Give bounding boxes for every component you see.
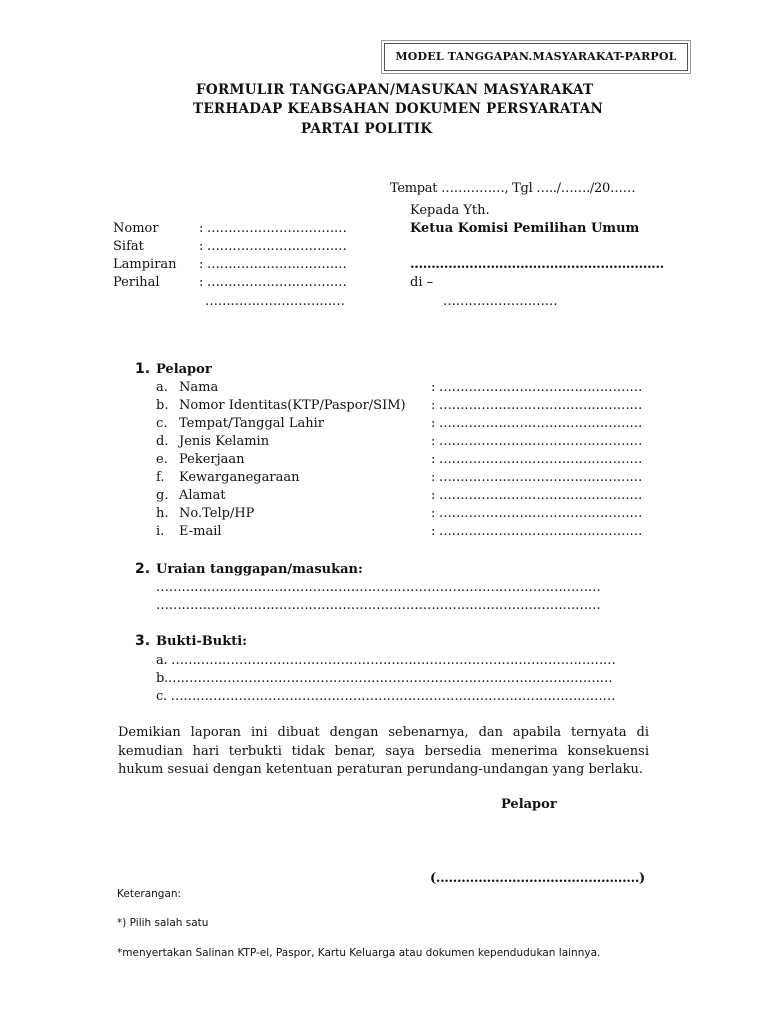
item-letter: b. <box>156 398 169 413</box>
item-label-jenis-kelamin: Jenis Kelamin <box>179 434 270 449</box>
item-letter: a. <box>156 380 168 395</box>
item-letter: d. <box>156 434 169 449</box>
title-line-1: FORMULIR TANGGAPAN/MASUKAN MASYARAKAT <box>196 82 594 98</box>
item-value-nama: : ………………………………………… <box>431 380 643 395</box>
notes-heading: Keterangan: <box>117 888 182 900</box>
section-2-title: Uraian tanggapan/masukan: <box>156 562 363 577</box>
item-value-pekerjaan: : ………………………………………… <box>431 452 643 467</box>
field-perihal-extra: …………………………… <box>205 294 345 309</box>
field-value-lampiran: : …………………………… <box>199 257 347 272</box>
item-value-alamat: : ………………………………………… <box>431 488 643 503</box>
item-letter: h. <box>156 506 169 521</box>
model-label-box: MODEL TANGGAPAN.MASYARAKAT-PARPOL <box>384 43 688 71</box>
item-label-ttl: Tempat/Tanggal Lahir <box>179 416 324 431</box>
item-letter: i. <box>156 524 165 539</box>
note-2: *menyertakan Salinan KTP-el, Paspor, Kartu Keluarga atau dokumen kependudukan lainnya. <box>117 947 601 959</box>
item-value-ttl: : ………………………………………… <box>431 416 643 431</box>
field-value-sifat: : …………………………… <box>199 239 347 254</box>
item-label-nama: Nama <box>179 380 219 395</box>
item-value-telp: : ………………………………………… <box>431 506 643 521</box>
section-2-number: 2. <box>135 561 151 577</box>
signature-label: Pelapor <box>501 797 557 812</box>
recipient-name: Ketua Komisi Pemilihan Umum <box>410 221 640 236</box>
field-value-nomor: : …………………………… <box>199 221 347 236</box>
signature-blank: (…………………………………………) <box>430 871 645 886</box>
item-value-jenis-kelamin: : ………………………………………… <box>431 434 643 449</box>
recipient-blank: …………………………………………………… <box>410 257 665 272</box>
uraian-line: …………………………………………………………………………………………… <box>156 598 601 613</box>
item-label-telp: No.Telp/HP <box>179 506 255 521</box>
title-line-2: TERHADAP KEABSAHAN DOKUMEN PERSYARATAN <box>193 101 604 117</box>
item-label-email: E-mail <box>179 524 222 539</box>
recipient-greeting: Kepada Yth. <box>410 203 490 218</box>
recipient-di-blank: ……………………… <box>443 294 558 309</box>
bukti-line-a: a. …………………………………………………………………………………………… <box>156 653 616 668</box>
field-value-perihal: : …………………………… <box>199 275 347 290</box>
bukti-line-c: c. …………………………………………………………………………………………… <box>156 689 616 704</box>
item-label-alamat: Alamat <box>179 488 226 503</box>
note-1: *) Pilih salah satu <box>117 917 209 929</box>
item-letter: c. <box>156 416 168 431</box>
field-label-nomor: Nomor <box>113 221 159 236</box>
uraian-line: …………………………………………………………………………………………… <box>156 580 601 595</box>
recipient-di: di – <box>410 275 434 290</box>
title-line-3: PARTAI POLITIK <box>301 121 433 137</box>
item-label-kewarganegaraan: Kewarganegaraan <box>179 470 300 485</box>
closing-statement: Demikian laporan ini dibuat dengan sebenarnya, dan apabila ternyata di kemudian hari terbukti tidak benar, saya bersedia menerima konsekuensi hukum sesuai dengan ketentuan peraturan perundang-undangan yang berlaku. <box>118 725 649 777</box>
item-value-email: : ………………………………………… <box>431 524 643 539</box>
bukti-line-b: b.…………………………………………………………………………………………… <box>156 671 613 686</box>
section-3-title: Bukti-Bukti: <box>156 634 247 649</box>
item-label-pekerjaan: Pekerjaan <box>179 452 245 467</box>
item-label-nomor-identitas: Nomor Identitas(KTP/Paspor/SIM) <box>179 398 406 413</box>
item-value-kewarganegaraan: : ………………………………………… <box>431 470 643 485</box>
item-value-nomor-identitas: : ………………………………………… <box>431 398 643 413</box>
field-label-perihal: Perihal <box>113 275 160 290</box>
item-letter: g. <box>156 488 169 503</box>
item-letter: e. <box>156 452 168 467</box>
section-1-number: 1. <box>135 361 151 377</box>
item-letter: f. <box>156 470 165 485</box>
field-label-lampiran: Lampiran <box>113 257 177 272</box>
field-label-sifat: Sifat <box>113 239 144 254</box>
place-date: Tempat ……………, Tgl …../……./20…… <box>390 181 636 196</box>
section-3-number: 3. <box>135 633 151 649</box>
section-1-title: Pelapor <box>156 362 212 377</box>
